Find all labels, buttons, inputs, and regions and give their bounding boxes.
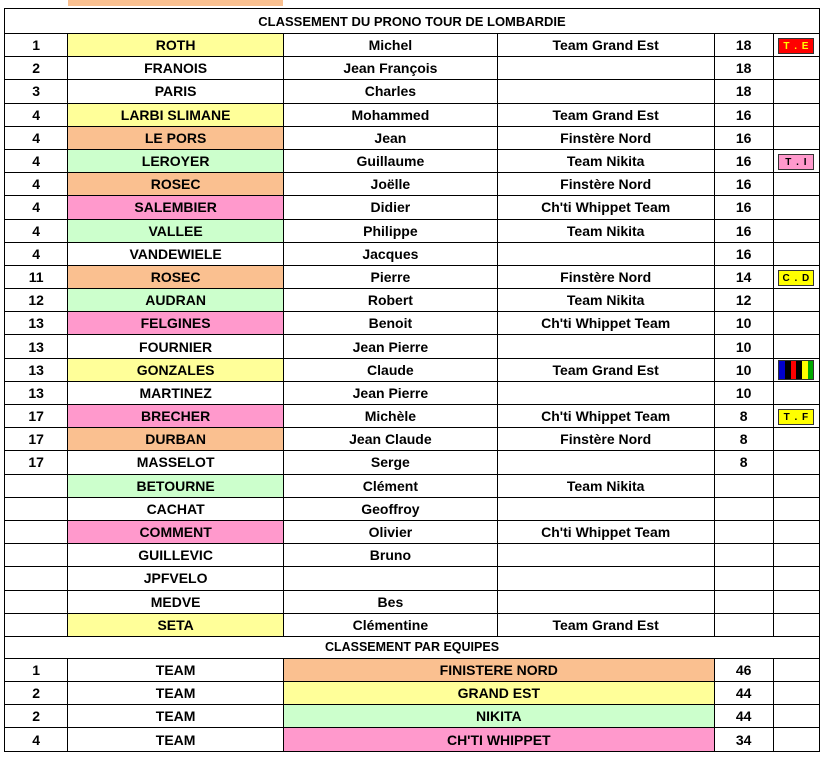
stripe: [808, 361, 814, 379]
firstname-cell[interactable]: Geoffroy: [284, 497, 498, 520]
lastname-cell[interactable]: SALEMBIER: [68, 196, 284, 219]
player-row: [5, 567, 820, 590]
rank-cell[interactable]: [5, 497, 68, 520]
player-row: [5, 312, 820, 335]
team-cell[interactable]: [497, 242, 714, 265]
firstname-cell[interactable]: Clémentine: [284, 613, 498, 636]
team-row: [5, 705, 820, 728]
badge-cell[interactable]: [773, 126, 819, 149]
points-cell[interactable]: 16: [714, 149, 773, 172]
points-cell[interactable]: 10: [714, 381, 773, 404]
firstname-cell[interactable]: Michel: [284, 34, 498, 57]
rank-cell[interactable]: [5, 567, 68, 590]
firstname-cell[interactable]: Claude: [284, 358, 498, 381]
rank-cell[interactable]: 4: [5, 149, 68, 172]
player-row: [5, 103, 820, 126]
lastname-cell[interactable]: SETA: [68, 613, 284, 636]
team-cell[interactable]: Team Nikita: [497, 219, 714, 242]
rank-cell[interactable]: 13: [5, 335, 68, 358]
points-cell[interactable]: 10: [714, 335, 773, 358]
badge-cell[interactable]: [773, 289, 819, 312]
lastname-cell[interactable]: LE PORS: [68, 126, 284, 149]
team-cell[interactable]: Team Grand Est: [497, 613, 714, 636]
player-row: [5, 405, 820, 428]
badge-cell[interactable]: [773, 405, 819, 428]
rank-cell[interactable]: [5, 590, 68, 613]
player-row: [5, 196, 820, 219]
rank-cell[interactable]: 4: [5, 103, 68, 126]
lastname-cell[interactable]: FOURNIER: [68, 335, 284, 358]
points-cell[interactable]: 16: [714, 219, 773, 242]
team-label-cell[interactable]: TEAM: [68, 728, 284, 751]
jersey-badge: T . I: [778, 154, 814, 170]
lastname-cell[interactable]: MEDVE: [68, 590, 284, 613]
rank-cell[interactable]: 11: [5, 265, 68, 288]
rainbow-jersey-icon: [778, 360, 814, 380]
team-cell[interactable]: Finstère Nord: [497, 173, 714, 196]
player-row: [5, 126, 820, 149]
lastname-cell[interactable]: PARIS: [68, 80, 284, 103]
team-rank-cell[interactable]: 2: [5, 705, 68, 728]
player-row: [5, 613, 820, 636]
team-points-cell[interactable]: 34: [714, 728, 773, 751]
team-cell[interactable]: [497, 381, 714, 404]
points-cell[interactable]: [714, 474, 773, 497]
rank-cell[interactable]: 17: [5, 451, 68, 474]
firstname-cell[interactable]: Charles: [284, 80, 498, 103]
lastname-cell[interactable]: JPFVELO: [68, 567, 284, 590]
team-cell[interactable]: [497, 567, 714, 590]
team-cell[interactable]: Ch'ti Whippet Team: [497, 405, 714, 428]
lastname-cell[interactable]: VANDEWIELE: [68, 242, 284, 265]
team-badge-cell[interactable]: [773, 728, 819, 751]
team-cell[interactable]: [497, 451, 714, 474]
points-cell[interactable]: 18: [714, 57, 773, 80]
team-cell[interactable]: Team Grand Est: [497, 358, 714, 381]
lastname-cell[interactable]: MARTINEZ: [68, 381, 284, 404]
firstname-cell[interactable]: [284, 567, 498, 590]
team-cell[interactable]: Ch'ti Whippet Team: [497, 196, 714, 219]
badge-cell[interactable]: [773, 173, 819, 196]
player-row: [5, 497, 820, 520]
rank-cell[interactable]: 2: [5, 57, 68, 80]
firstname-cell[interactable]: Olivier: [284, 520, 498, 543]
lastname-cell[interactable]: BETOURNE: [68, 474, 284, 497]
jersey-badge: T . E: [778, 38, 814, 54]
team-cell[interactable]: Team Nikita: [497, 289, 714, 312]
team-name-cell[interactable]: FINISTERE NORD: [284, 658, 715, 681]
team-cell[interactable]: Ch'ti Whippet Team: [497, 312, 714, 335]
player-row: [5, 80, 820, 103]
lastname-cell[interactable]: BRECHER: [68, 405, 284, 428]
lastname-cell[interactable]: LARBI SLIMANE: [68, 103, 284, 126]
firstname-cell[interactable]: Didier: [284, 196, 498, 219]
badge-cell[interactable]: [773, 428, 819, 451]
team-points-cell[interactable]: 46: [714, 658, 773, 681]
team-label-cell[interactable]: TEAM: [68, 682, 284, 705]
player-row: [5, 451, 820, 474]
firstname-cell[interactable]: Pierre: [284, 265, 498, 288]
rank-cell[interactable]: 4: [5, 126, 68, 149]
firstname-cell[interactable]: Jean Pierre: [284, 381, 498, 404]
team-name-cell[interactable]: GRAND EST: [284, 682, 715, 705]
team-points-cell[interactable]: 44: [714, 705, 773, 728]
rank-cell[interactable]: 12: [5, 289, 68, 312]
badge-cell[interactable]: [773, 358, 819, 381]
team-label-cell[interactable]: TEAM: [68, 658, 284, 681]
points-cell[interactable]: [714, 613, 773, 636]
firstname-cell[interactable]: Jean François: [284, 57, 498, 80]
player-row: [5, 219, 820, 242]
firstname-cell[interactable]: Jacques: [284, 242, 498, 265]
rank-cell[interactable]: 4: [5, 242, 68, 265]
team-label-cell[interactable]: TEAM: [68, 705, 284, 728]
team-rank-cell[interactable]: 1: [5, 658, 68, 681]
points-cell[interactable]: 8: [714, 405, 773, 428]
team-points-cell[interactable]: 44: [714, 682, 773, 705]
team-name-cell[interactable]: CH'TI WHIPPET: [284, 728, 715, 751]
team-cell[interactable]: [497, 335, 714, 358]
sheet-title[interactable]: CLASSEMENT DU PRONO TOUR DE LOMBARDIE: [5, 9, 820, 34]
rank-cell[interactable]: [5, 474, 68, 497]
team-cell[interactable]: Team Nikita: [497, 149, 714, 172]
ranking-table: [4, 8, 820, 752]
badge-cell[interactable]: [773, 451, 819, 474]
lastname-cell[interactable]: ROTH: [68, 34, 284, 57]
firstname-cell[interactable]: Philippe: [284, 219, 498, 242]
player-row: [5, 173, 820, 196]
team-name-cell[interactable]: NIKITA: [284, 705, 715, 728]
team-rank-cell[interactable]: 2: [5, 682, 68, 705]
points-cell[interactable]: 18: [714, 34, 773, 57]
points-cell[interactable]: [714, 497, 773, 520]
lastname-cell[interactable]: VALLEE: [68, 219, 284, 242]
firstname-cell[interactable]: Jean Pierre: [284, 335, 498, 358]
points-cell[interactable]: 16: [714, 196, 773, 219]
lastname-cell[interactable]: GUILLEVIC: [68, 544, 284, 567]
rank-cell[interactable]: 13: [5, 381, 68, 404]
jersey-badge: C . D: [778, 270, 814, 286]
team-cell[interactable]: Team Nikita: [497, 474, 714, 497]
lastname-cell[interactable]: GONZALES: [68, 358, 284, 381]
firstname-cell[interactable]: Guillaume: [284, 149, 498, 172]
lastname-cell[interactable]: AUDRAN: [68, 289, 284, 312]
player-row: [5, 149, 820, 172]
firstname-cell[interactable]: Jean: [284, 126, 498, 149]
rank-cell[interactable]: 17: [5, 405, 68, 428]
firstname-cell[interactable]: Jean Claude: [284, 428, 498, 451]
lastname-cell[interactable]: FELGINES: [68, 312, 284, 335]
badge-cell[interactable]: [773, 613, 819, 636]
player-row: [5, 34, 820, 57]
points-cell[interactable]: 10: [714, 312, 773, 335]
team-badge-cell[interactable]: [773, 682, 819, 705]
rank-cell[interactable]: [5, 613, 68, 636]
player-row: [5, 428, 820, 451]
badge-cell[interactable]: [773, 57, 819, 80]
rank-cell[interactable]: 13: [5, 312, 68, 335]
points-cell[interactable]: [714, 590, 773, 613]
firstname-cell[interactable]: Clément: [284, 474, 498, 497]
player-row: [5, 289, 820, 312]
rank-cell[interactable]: 17: [5, 428, 68, 451]
badge-cell[interactable]: [773, 34, 819, 57]
lastname-cell[interactable]: FRANOIS: [68, 57, 284, 80]
badge-cell[interactable]: [773, 520, 819, 543]
player-row: [5, 544, 820, 567]
badge-cell[interactable]: [773, 242, 819, 265]
badge-cell[interactable]: [773, 590, 819, 613]
badge-cell[interactable]: [773, 567, 819, 590]
lastname-cell[interactable]: ROSEC: [68, 265, 284, 288]
team-cell[interactable]: [497, 80, 714, 103]
firstname-cell[interactable]: Mohammed: [284, 103, 498, 126]
badge-cell[interactable]: [773, 80, 819, 103]
lastname-cell[interactable]: MASSELOT: [68, 451, 284, 474]
badge-cell[interactable]: [773, 497, 819, 520]
lastname-cell[interactable]: DURBAN: [68, 428, 284, 451]
player-row: [5, 265, 820, 288]
team-cell[interactable]: Team Grand Est: [497, 34, 714, 57]
team-row: [5, 728, 820, 751]
lastname-cell[interactable]: CACHAT: [68, 497, 284, 520]
team-cell[interactable]: Ch'ti Whippet Team: [497, 520, 714, 543]
points-cell[interactable]: 16: [714, 173, 773, 196]
badge-cell[interactable]: [773, 196, 819, 219]
player-row: [5, 242, 820, 265]
team-cell[interactable]: Team Grand Est: [497, 103, 714, 126]
rank-cell[interactable]: 4: [5, 173, 68, 196]
team-row: [5, 658, 820, 681]
points-cell[interactable]: 14: [714, 265, 773, 288]
points-cell[interactable]: 8: [714, 451, 773, 474]
badge-cell[interactable]: [773, 312, 819, 335]
team-cell[interactable]: [497, 57, 714, 80]
team-cell[interactable]: [497, 590, 714, 613]
team-badge-cell[interactable]: [773, 705, 819, 728]
badge-cell[interactable]: [773, 381, 819, 404]
teams-title-row: [5, 636, 820, 658]
top-strip-fill: [68, 0, 283, 6]
badge-cell[interactable]: [773, 474, 819, 497]
team-cell[interactable]: [497, 497, 714, 520]
points-cell[interactable]: 16: [714, 126, 773, 149]
points-cell[interactable]: 16: [714, 103, 773, 126]
firstname-cell[interactable]: Serge: [284, 451, 498, 474]
lastname-cell[interactable]: COMMENT: [68, 520, 284, 543]
lastname-cell[interactable]: LEROYER: [68, 149, 284, 172]
rank-cell[interactable]: [5, 520, 68, 543]
points-cell[interactable]: [714, 567, 773, 590]
firstname-cell[interactable]: Michèle: [284, 405, 498, 428]
badge-cell[interactable]: [773, 544, 819, 567]
badge-cell[interactable]: [773, 265, 819, 288]
rank-cell[interactable]: 3: [5, 80, 68, 103]
rank-cell[interactable]: [5, 544, 68, 567]
player-row: [5, 474, 820, 497]
team-badge-cell[interactable]: [773, 658, 819, 681]
player-row: [5, 520, 820, 543]
team-row: [5, 682, 820, 705]
teams-title[interactable]: CLASSEMENT PAR EQUIPES: [5, 636, 820, 658]
team-rank-cell[interactable]: 4: [5, 728, 68, 751]
lastname-cell[interactable]: ROSEC: [68, 173, 284, 196]
player-row: [5, 335, 820, 358]
points-cell[interactable]: 18: [714, 80, 773, 103]
points-cell[interactable]: 8: [714, 428, 773, 451]
player-row: [5, 57, 820, 80]
badge-cell[interactable]: [773, 219, 819, 242]
player-row: [5, 381, 820, 404]
team-cell[interactable]: Finstère Nord: [497, 265, 714, 288]
points-cell[interactable]: 16: [714, 242, 773, 265]
badge-cell[interactable]: [773, 149, 819, 172]
team-cell[interactable]: Finstère Nord: [497, 126, 714, 149]
firstname-cell[interactable]: Bruno: [284, 544, 498, 567]
rank-cell[interactable]: 4: [5, 196, 68, 219]
jersey-badge: T . F: [778, 409, 814, 425]
title-row: [5, 9, 820, 34]
player-row: [5, 358, 820, 381]
points-cell[interactable]: 10: [714, 358, 773, 381]
firstname-cell[interactable]: Benoit: [284, 312, 498, 335]
team-cell[interactable]: Finstère Nord: [497, 428, 714, 451]
firstname-cell[interactable]: Robert: [284, 289, 498, 312]
points-cell[interactable]: [714, 520, 773, 543]
rank-cell[interactable]: 13: [5, 358, 68, 381]
player-row: [5, 590, 820, 613]
team-cell[interactable]: [497, 544, 714, 567]
top-strip: [0, 0, 822, 8]
rank-cell[interactable]: 4: [5, 219, 68, 242]
badge-cell[interactable]: [773, 103, 819, 126]
points-cell[interactable]: 12: [714, 289, 773, 312]
firstname-cell[interactable]: Bes: [284, 590, 498, 613]
firstname-cell[interactable]: Joëlle: [284, 173, 498, 196]
points-cell[interactable]: [714, 544, 773, 567]
badge-cell[interactable]: [773, 335, 819, 358]
rank-cell[interactable]: 1: [5, 34, 68, 57]
